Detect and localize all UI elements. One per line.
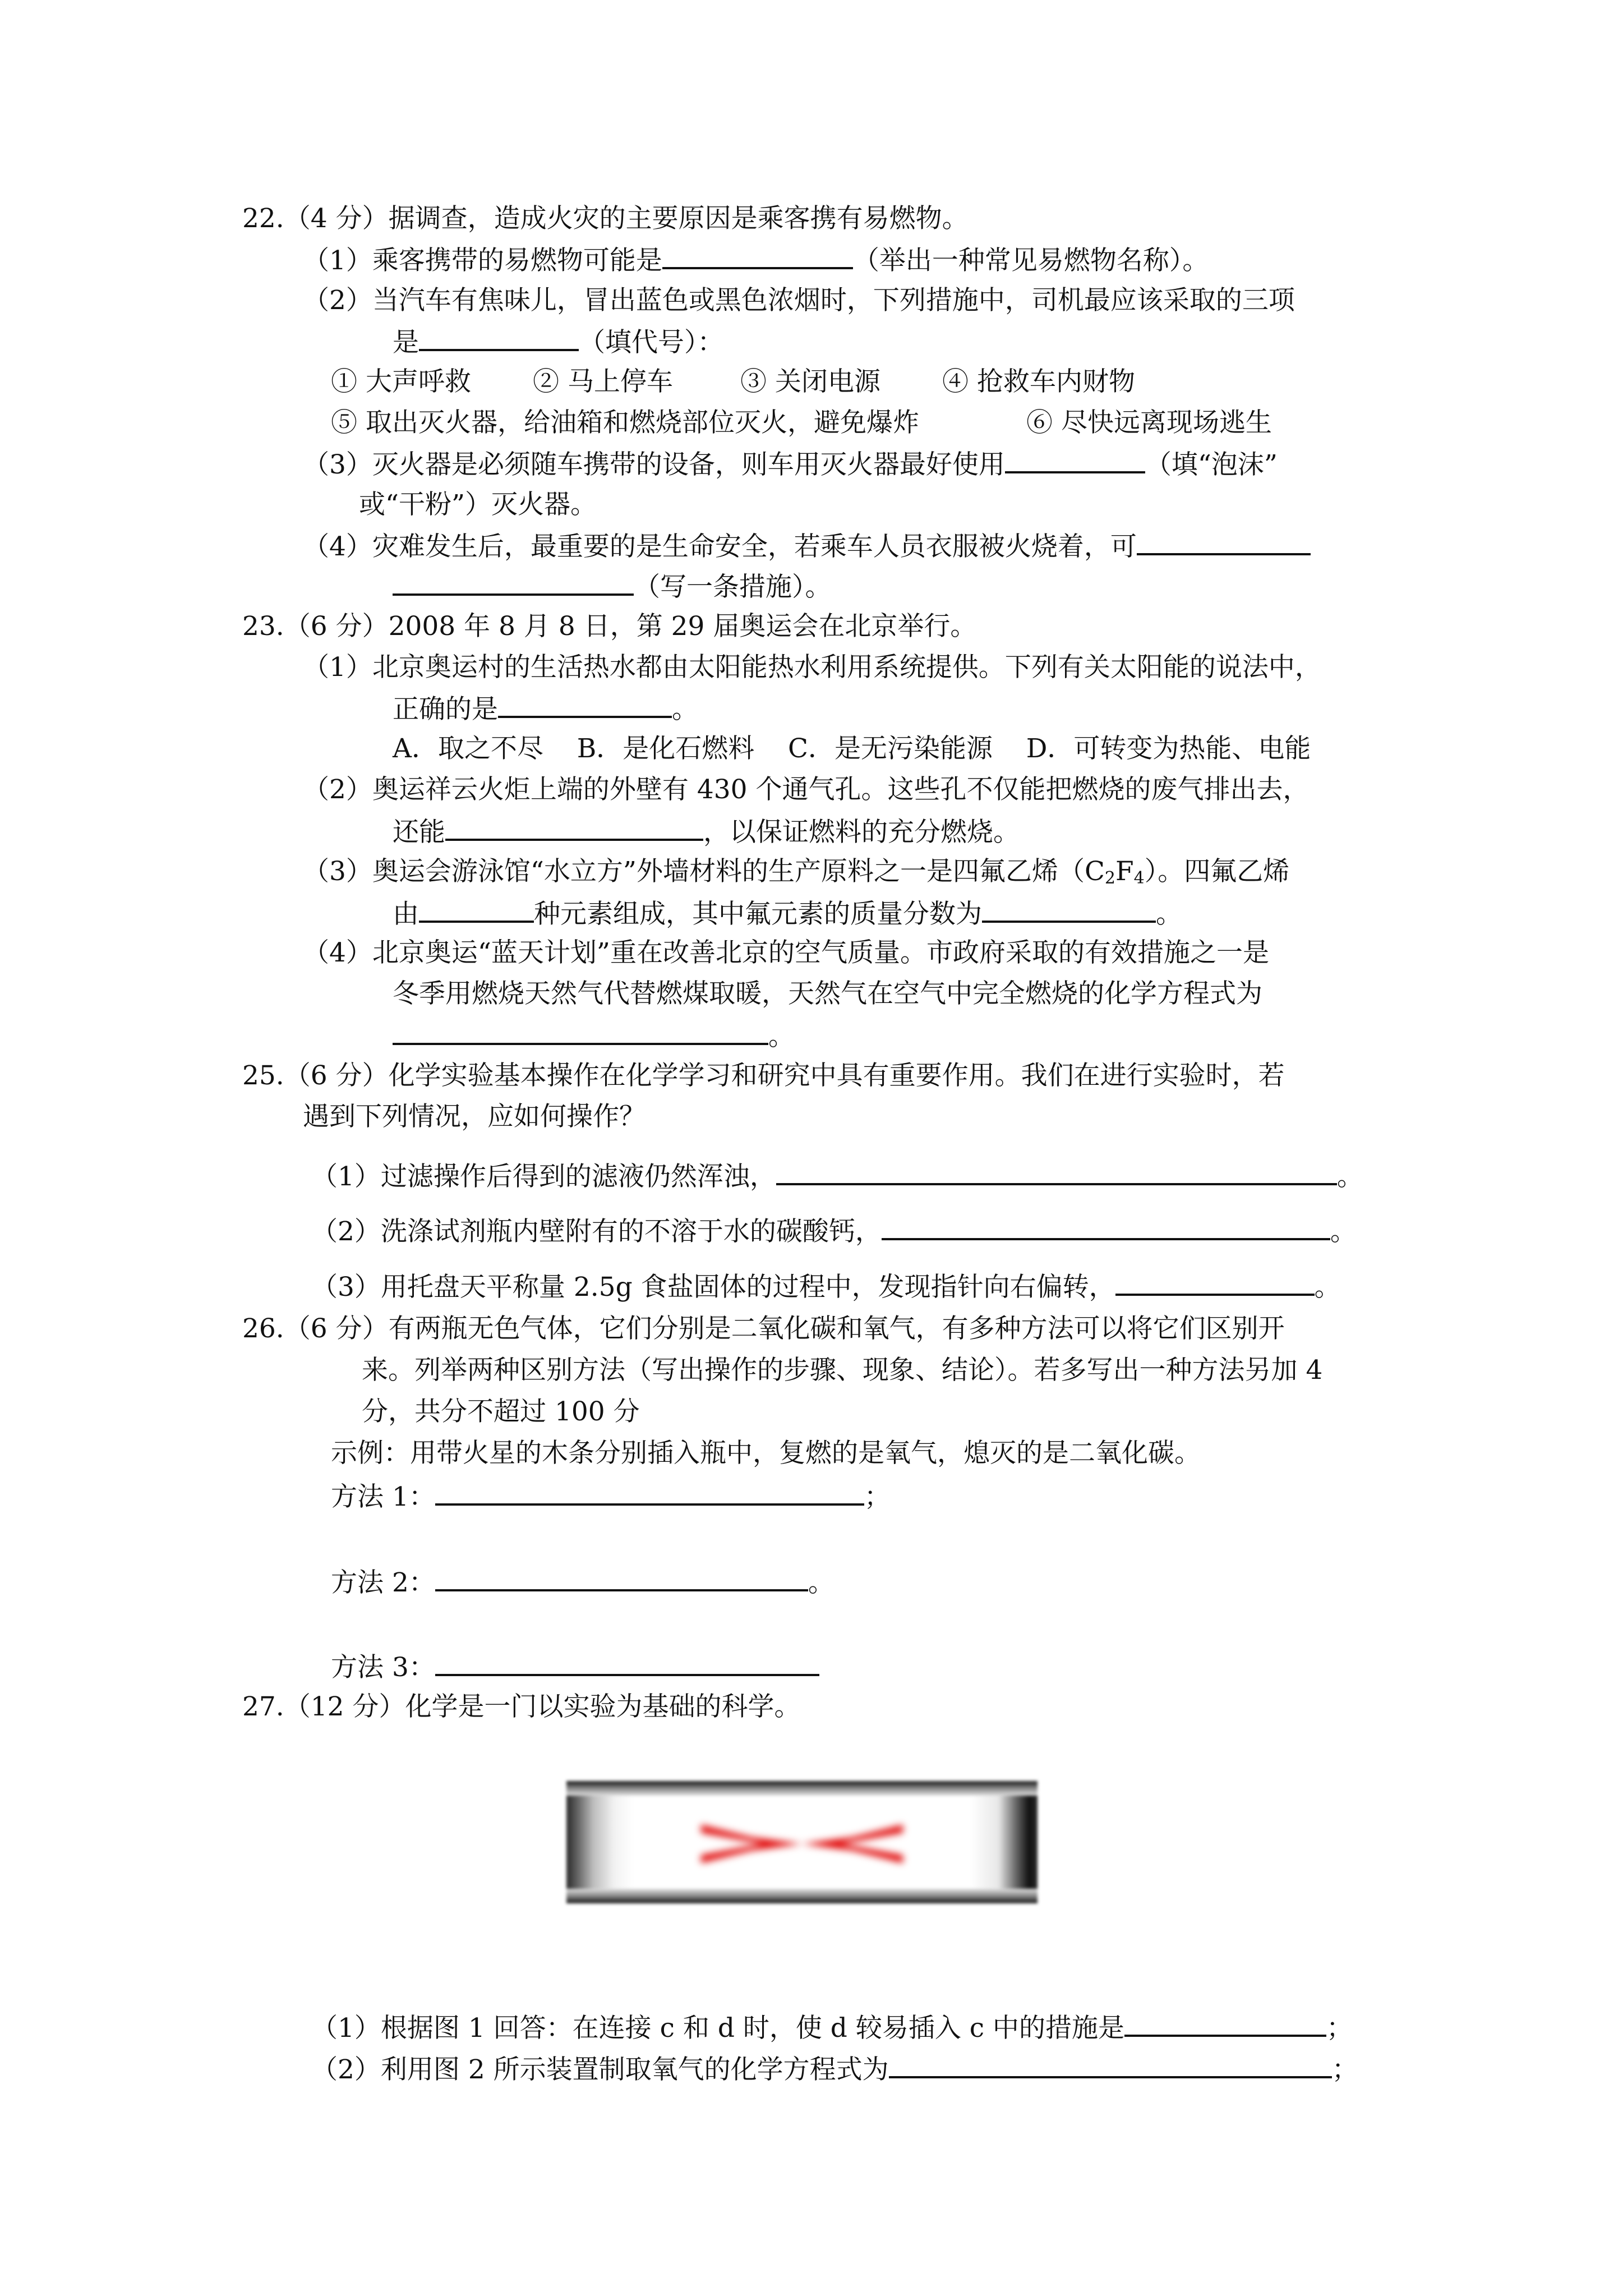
- q27-part1: （1）根据图 1 回答：在连接 c 和 d 时，使 d 较易插入 c 中的措施是 ；: [311, 2010, 1353, 2045]
- q25-part2: （2）洗涤试剂瓶内壁附有的不溶于水的碳酸钙， 。: [311, 1213, 1357, 1249]
- q26-heading-cont2: 分，共分不超过 100 分: [362, 1396, 640, 1427]
- q22-options-row2: ⑤ 取出灭火器，给油箱和燃烧部位灭火，避免爆炸 ⑥ 尽快远离现场逃生: [331, 407, 1272, 438]
- q22-part2-cont: 是 （填代号）：: [393, 324, 724, 360]
- q22-part3-cont: 或“干粉”）灭火器。: [359, 489, 597, 520]
- q26-heading: 26.（6 分）有两瓶无色气体，它们分别是二氧化碳和氧气，有多种方法可以将它们区别开: [242, 1313, 1285, 1344]
- q22-part4: （4）灾难发生后，最重要的是生命安全，若乘车人员衣服被火烧着，可: [303, 528, 1311, 564]
- broken-image-figure: [566, 1781, 1038, 1903]
- answer-blank[interactable]: [1137, 528, 1311, 555]
- q22-heading: 22.（4 分）据调查，造成火灾的主要原因是乘客携有易燃物。: [242, 203, 969, 234]
- answer-blank[interactable]: [393, 569, 634, 596]
- answer-blank[interactable]: [1115, 1269, 1315, 1296]
- q22-part3: （3）灭火器是必须随车携带的设备，则车用灭火器最好使用 （填“泡沫”: [303, 447, 1278, 482]
- answer-blank[interactable]: [498, 691, 672, 718]
- q23-part3-cont: 由 种元素组成，其中氟元素的质量分数为 。: [393, 896, 1182, 931]
- q25-heading: 25.（6 分）化学实验基本操作在化学学习和研究中具有重要作用。我们在进行实验时，若: [242, 1060, 1285, 1091]
- answer-blank[interactable]: [982, 896, 1156, 923]
- answer-blank[interactable]: [662, 242, 853, 269]
- q23-heading: 23.（6 分）2008 年 8 月 8 日，第 29 届奥运会在北京举行。: [242, 611, 977, 642]
- q23-part4-answer: 。: [393, 1018, 795, 1053]
- q27-part2: （2）利用图 2 所示装置制取氧气的化学方程式为 ；: [311, 2051, 1358, 2087]
- answer-blank[interactable]: [1124, 2010, 1326, 2037]
- q23-part2-cont: 还能 ，以保证燃料的充分燃烧。: [393, 814, 1020, 849]
- q26-method2: 方法 2： 。: [331, 1565, 834, 1600]
- q23-part4-cont: 冬季用燃烧天然气代替燃煤取暖，天然气在空气中完全燃烧的化学方程式为: [393, 978, 1262, 1009]
- q26-method1: 方法 1： ；: [331, 1479, 891, 1514]
- answer-blank[interactable]: [435, 1479, 864, 1506]
- answer-blank[interactable]: [445, 814, 703, 841]
- q27-heading: 27.（12 分）化学是一门以实验为基础的科学。: [242, 1691, 801, 1722]
- q23-part1-cont: 正确的是 。: [393, 691, 698, 726]
- q23-part1: （1）北京奥运村的生活热水都由太阳能热水利用系统提供。下列有关太阳能的说法中，: [303, 652, 1321, 683]
- broken-image-icon: [566, 1781, 1038, 1903]
- q22-options-row1: ① 大声呼救 ② 马上停车 ③ 关闭电源 ④ 抢救车内财物: [331, 366, 1135, 397]
- q23-options: A．取之不尽 B．是化石燃料 C．是无污染能源 D．可转变为热能、电能: [393, 733, 1311, 764]
- answer-blank[interactable]: [419, 324, 579, 351]
- q26-method3: 方法 3：: [331, 1649, 819, 1685]
- answer-blank[interactable]: [435, 1649, 819, 1676]
- q23-part4: （4）北京奥运“蓝天计划”重在改善北京的空气质量。市政府采取的有效措施之一是: [303, 937, 1269, 968]
- answer-blank[interactable]: [393, 1018, 768, 1045]
- answer-blank[interactable]: [882, 1213, 1330, 1240]
- q22-part4-cont: （写一条措施）。: [393, 569, 832, 604]
- answer-blank[interactable]: [419, 896, 534, 923]
- q22-part1: （1）乘客携带的易燃物可能是 （举出一种常见易燃物名称）。: [303, 242, 1209, 278]
- answer-blank[interactable]: [1005, 447, 1145, 473]
- q23-part2: （2）奥运祥云火炬上端的外壁有 430 个通气孔。这些孔不仅能把燃烧的废气排出去，: [303, 774, 1310, 805]
- q22-part2: （2）当汽车有焦味儿，冒出蓝色或黑色浓烟时，下列措施中，司机最应该采取的三项: [303, 285, 1295, 316]
- answer-blank[interactable]: [776, 1158, 1337, 1185]
- q25-part1: （1）过滤操作后得到的滤液仍然浑浊， 。: [311, 1158, 1363, 1194]
- q25-heading-cont: 遇到下列情况，应如何操作？: [303, 1101, 645, 1132]
- q25-part3: （3）用托盘天平称量 2.5g 食盐固体的过程中，发现指针向右偏转， 。: [311, 1269, 1341, 1304]
- answer-blank[interactable]: [889, 2051, 1332, 2078]
- q26-example: 示例：用带火星的木条分别插入瓶中，复燃的是氧气，熄灭的是二氧化碳。: [331, 1438, 1201, 1469]
- q26-heading-cont1: 来。列举两种区别方法（写出操作的步骤、现象、结论）。若多写出一种方法另加 4: [362, 1355, 1323, 1386]
- answer-blank[interactable]: [435, 1565, 808, 1591]
- q23-part3: （3）奥运会游泳馆“水立方”外墙材料的生产原料之一是四氟乙烯$(C_2F_4)$。四氟乙烯: [303, 856, 1290, 888]
